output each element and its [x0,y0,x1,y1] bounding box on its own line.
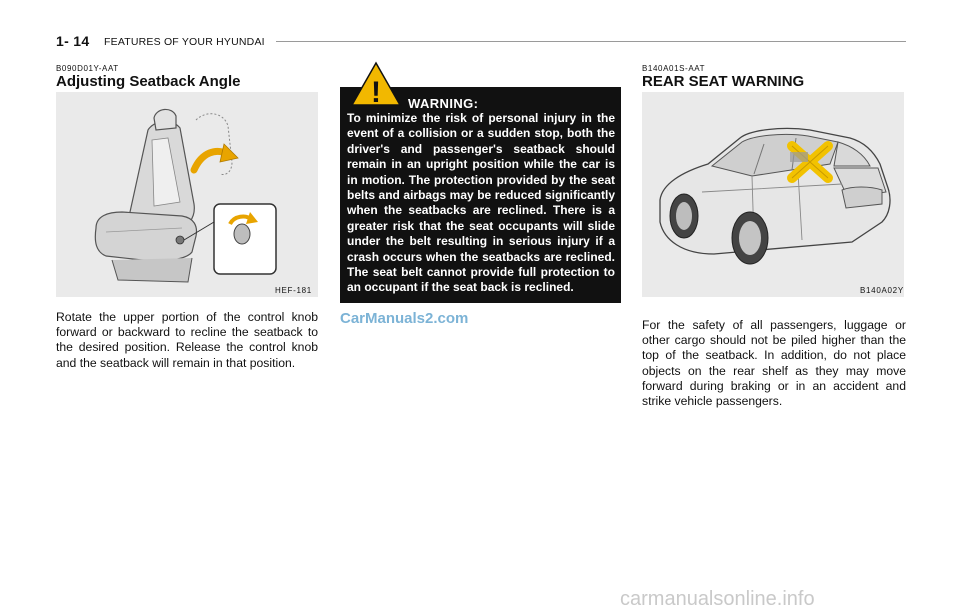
page-number: 1- 14 [56,33,90,49]
watermark-link[interactable]: CarManuals2.com [340,310,469,327]
right-body-text: For the safety of all passengers, luggage or other cargo should not be piled higher than the top of the seatback. In addition, do not place objects on the rear shelf as they may move forward during braking or in an accident and strike vehicle passengers. [642,318,906,409]
seat-illustration [56,92,318,297]
left-heading: Adjusting Seatback Angle [56,73,241,90]
right-heading: REAR SEAT WARNING [642,73,805,90]
rear-seat-figure [642,92,904,297]
section-title: FEATURES OF YOUR HYUNDAI [104,36,265,48]
footer-watermark: carmanualsonline.info [620,588,815,610]
right-figure-caption: B140A02Y [860,286,904,295]
warning-symbol: ! [371,76,381,107]
car-illustration [642,92,904,297]
header-rule [276,41,906,42]
right-section-code: B140A01S-AAT [642,64,706,73]
left-body-text: Rotate the upper portion of the control knob forward or backward to recline the seatback to the desired position. Release the control knob and the seatback will remain in that position. [56,310,318,370]
left-figure-caption: HEF-181 [275,286,312,295]
seatback-figure [56,92,318,297]
warning-text: To minimize the risk of personal injury in the event of a collision or a sudden stop, both the driver's and passenger's seatback should remain in an upright position while the car is in motion. The protection provided by the seat belts and airbags may be reduced significantly when the seatbacks are reclined. There is a greater risk that the seat occupants will slide under the belt resulting in serious injury if a crash occurs when the seatbacks are reclined. The seat belt cannot provide full protection to an occupant if the seat back is reclined. [347,111,615,295]
warning-title: WARNING: [408,96,479,111]
left-section-code: B090D01Y-AAT [56,64,119,73]
warning-triangle-icon [350,61,402,107]
